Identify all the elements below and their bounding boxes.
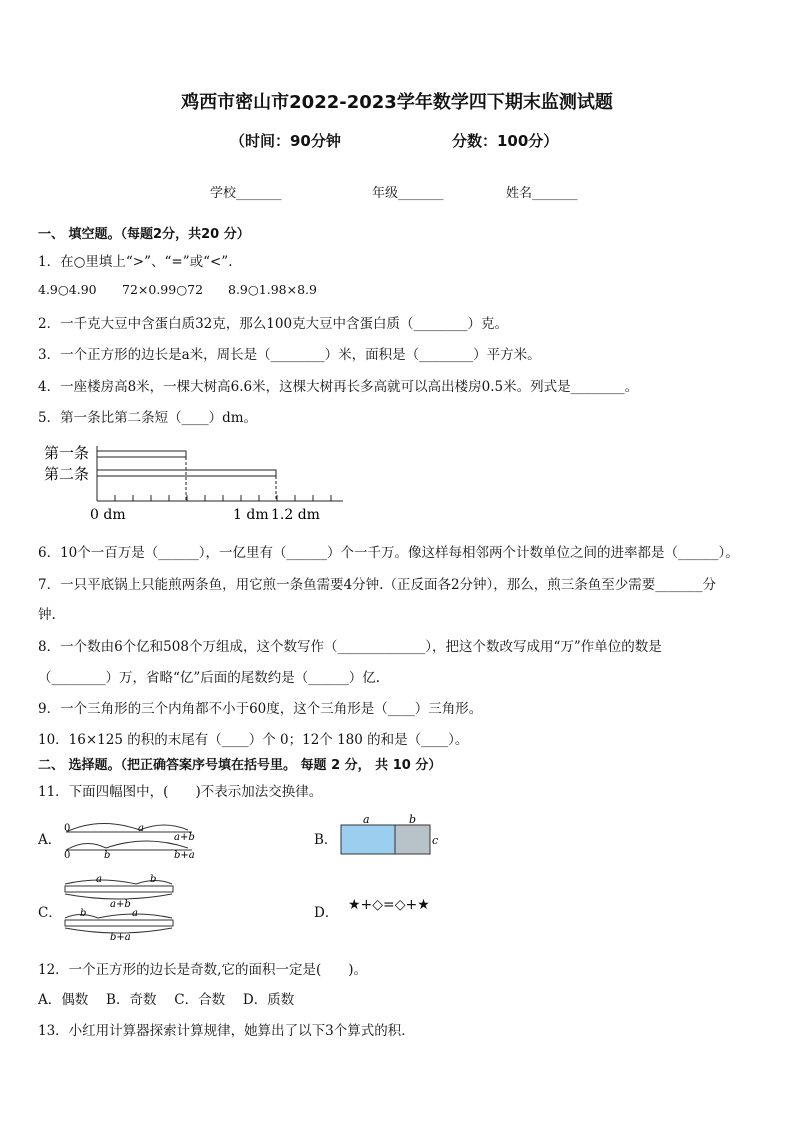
rect-a (341, 825, 395, 854)
option-c-figure (60, 872, 180, 942)
b-mark-b: b (409, 813, 417, 826)
exam-score: 分数：100分） (452, 132, 559, 150)
option-a-figure (60, 814, 200, 860)
c-mark-b-bottom: b (80, 908, 87, 919)
b-mark-a: a (363, 813, 370, 826)
question-8: 8．一个数由6个亿和508个万组成，这个数写作（_____________），把这个数改写成用“万”作单位的数是 (38, 639, 662, 655)
question-7: 7．一只平底锅上只能煎两条鱼，用它煎一条鱼需要4分钟.（正反面各2分钟），那么，煎三条鱼至少需要_______分 (38, 577, 717, 593)
option-d-label: D． (314, 905, 339, 921)
option-c-label: C． (38, 905, 62, 921)
ruler-label-12: 1.2 dm (271, 507, 320, 523)
question-10: 10．16×125 的积的末尾有（____）个 0；12个 180 的和是（____）。 (38, 732, 469, 748)
question-11: 11．下面四幅图中，( )不表示加法交换律。 (38, 784, 323, 800)
b-mark-c: c (432, 834, 439, 847)
c-mark-apb: a+b (110, 899, 131, 910)
option-d-figure: ★+◇=◇+★ (348, 897, 430, 913)
question-2: 2．一千克大豆中含蛋白质32克，那么100克大豆中含蛋白质（________）克。 (38, 316, 509, 332)
q1-item-3: 8.9○1.98×8.9 (228, 282, 317, 297)
line-2-label: 第二条 (44, 465, 90, 483)
q1-item-1: 4.9○4.90 (38, 282, 97, 297)
question-6: 6．10个一百万是（______），一亿里有（______）个一千万。像这样每相邻两个计数单位之间的进率都是（______）。 (38, 545, 739, 561)
question-13: 13．小红用计算器探索计算规律，她算出了以下3个算式的积． (38, 1023, 415, 1039)
question-12: 12．一个正方形的边长是奇数,它的面积一定是( )。 (38, 962, 368, 978)
option-a-label: A． (38, 832, 62, 848)
a-zero-1: 0 (64, 823, 71, 834)
question-12-options: A．偶数 B．奇数 C．合数 D．质数 (38, 992, 295, 1008)
a-zero-2: 0 (64, 850, 71, 860)
option-b-label: B． (314, 832, 338, 848)
a-mark-b: b (104, 850, 111, 860)
ruler-label-1: 1 dm (233, 507, 269, 523)
q1-item-2: 72×0.99○72 (122, 282, 204, 297)
section-heading-fill: 一、 填空题。（每题2分，共20 分） (38, 227, 250, 242)
question-1: 1．在○里填上“>”、“=”或“<”. (38, 254, 233, 270)
rect-b (395, 825, 430, 854)
question-8-cont: （________）万，省略“亿”后面的尾数约是（______）亿. (38, 670, 381, 686)
ruler-label-0: 0 dm (90, 507, 126, 523)
section-heading-choice: 二、 选择题。（把正确答案序号填在括号里。 每题 2 分， 共 10 分） (38, 758, 442, 773)
name-field: 姓名_______ (506, 186, 578, 201)
a-mark-a: a (138, 823, 144, 834)
ruler-ticks (97, 495, 331, 501)
school-field: 学校_______ (210, 186, 282, 201)
c-mark-b-top: b (150, 874, 157, 885)
question-4: 4．一座楼房高8米，一棵大树高6.6米，这棵大树再长多高就可以高出楼房0.5米。列式是________。 (38, 379, 639, 395)
option-b-figure (336, 812, 446, 860)
a-mark-apb: a+b (174, 832, 195, 843)
c-mark-bpa: b+a (110, 932, 131, 942)
line-1-label: 第一条 (44, 444, 90, 462)
question-5: 5．第一条比第二条短（____）dm。 (38, 410, 258, 426)
exam-time: （时间：90分钟 (230, 132, 341, 150)
a-mark-bpa: b+a (174, 850, 195, 860)
c-mark-a-top: a (96, 874, 102, 885)
question-9: 9．一个三角形的三个内角都不小于60度，这个三角形是（____）三角形。 (38, 701, 483, 717)
c-mark-a-bottom: a (132, 908, 138, 919)
question-3: 3．一个正方形的边长是a米，周长是（________）米，面积是（________）平方米。 (38, 347, 541, 363)
question-7-cont: 钟. (38, 607, 56, 623)
page-title: 鸡西市密山市2022-2023学年数学四下期末监测试题 (181, 92, 613, 113)
grade-field: 年级_______ (372, 186, 444, 201)
q5-line-figure (40, 438, 350, 526)
line-1-bar (97, 451, 186, 457)
